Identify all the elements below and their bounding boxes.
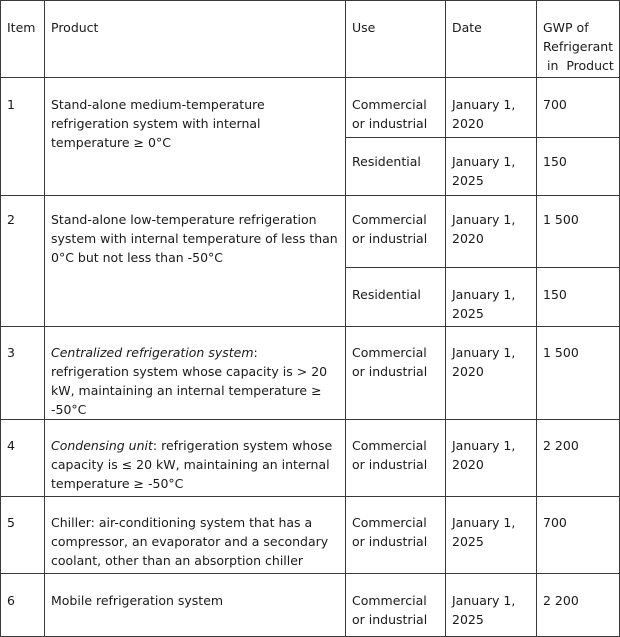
use-cell: Commercial or industrial [346,196,446,268]
header-date: Date [446,1,537,78]
gwp-cell: 2 200 [537,574,620,637]
date-cell: January 1, 2020 [446,420,537,497]
product-text: Stand-alone medium-temperature refrigeration system with internal temperature ≥ 0°C [51,97,265,150]
use-cell: Commercial or industrial [346,497,446,574]
use-cell: Commercial or industrial [346,78,446,138]
date-cell: January 1, 2020 [446,327,537,420]
use-cell: Residential [346,268,446,327]
gwp-cell: 2 200 [537,420,620,497]
header-gwp-line: in Product [543,58,614,73]
date-cell: January 1, 2025 [446,268,537,327]
gwp-cell: 700 [537,497,620,574]
date-cell: January 1, 2025 [446,574,537,637]
header-gwp [537,1,620,78]
gwp-cell: 150 [537,138,620,196]
item-number: 6 [1,574,45,637]
table-row [1,327,620,420]
table-row [1,420,620,497]
table-row [1,78,620,138]
product-cell [45,574,346,637]
header-product: Product [45,1,346,78]
date-cell: January 1, 2020 [446,196,537,268]
header-row [1,1,620,78]
gwp-cell: 1 500 [537,327,620,420]
header-gwp-line: GWP of [543,20,589,35]
item-number: 2 [1,196,45,327]
header-item: Item [1,1,45,78]
gwp-cell: 700 [537,78,620,138]
gwp-cell: 1 500 [537,196,620,268]
table-row [1,574,620,637]
date-cell: January 1, 2025 [446,138,537,196]
product-text: Chiller: air-conditioning system that has a compressor, an evaporator and a secondary coolant, other than an absorption chiller [51,515,329,568]
date-cell: January 1, 2020 [446,78,537,138]
table-row [1,196,620,268]
product-cell [45,420,346,497]
item-number: 4 [1,420,45,497]
product-term: Condensing unit [51,438,153,453]
product-cell [45,196,346,327]
item-number: 5 [1,497,45,574]
item-number: 3 [1,327,45,420]
product-cell [45,78,346,196]
item-number: 1 [1,78,45,196]
use-cell: Commercial or industrial [346,574,446,637]
product-text: Mobile refrigeration system [51,593,224,608]
gwp-cell: 150 [537,268,620,327]
use-cell: Commercial or industrial [346,420,446,497]
header-use: Use [346,1,446,78]
product-text: : refrigeration system whose capacity is ≤ 20 kW, maintaining an internal temperature ≥ -50°C [51,438,333,491]
product-term: Centralized refrigeration system [51,345,254,360]
use-cell: Residential [346,138,446,196]
product-text: : refrigeration system whose capacity is > 20 kW, maintaining an internal temperature ≥ -50°C [51,345,328,417]
product-cell [45,327,346,420]
table-row [1,497,620,574]
date-cell: January 1, 2025 [446,497,537,574]
product-cell [45,497,346,574]
header-gwp-line: Refrigerant [543,39,614,54]
product-text: Stand-alone low-temperature refrigeration system with internal temperature of less than 0°C but not less than -50°C [51,212,338,265]
use-cell: Commercial or industrial [346,327,446,420]
